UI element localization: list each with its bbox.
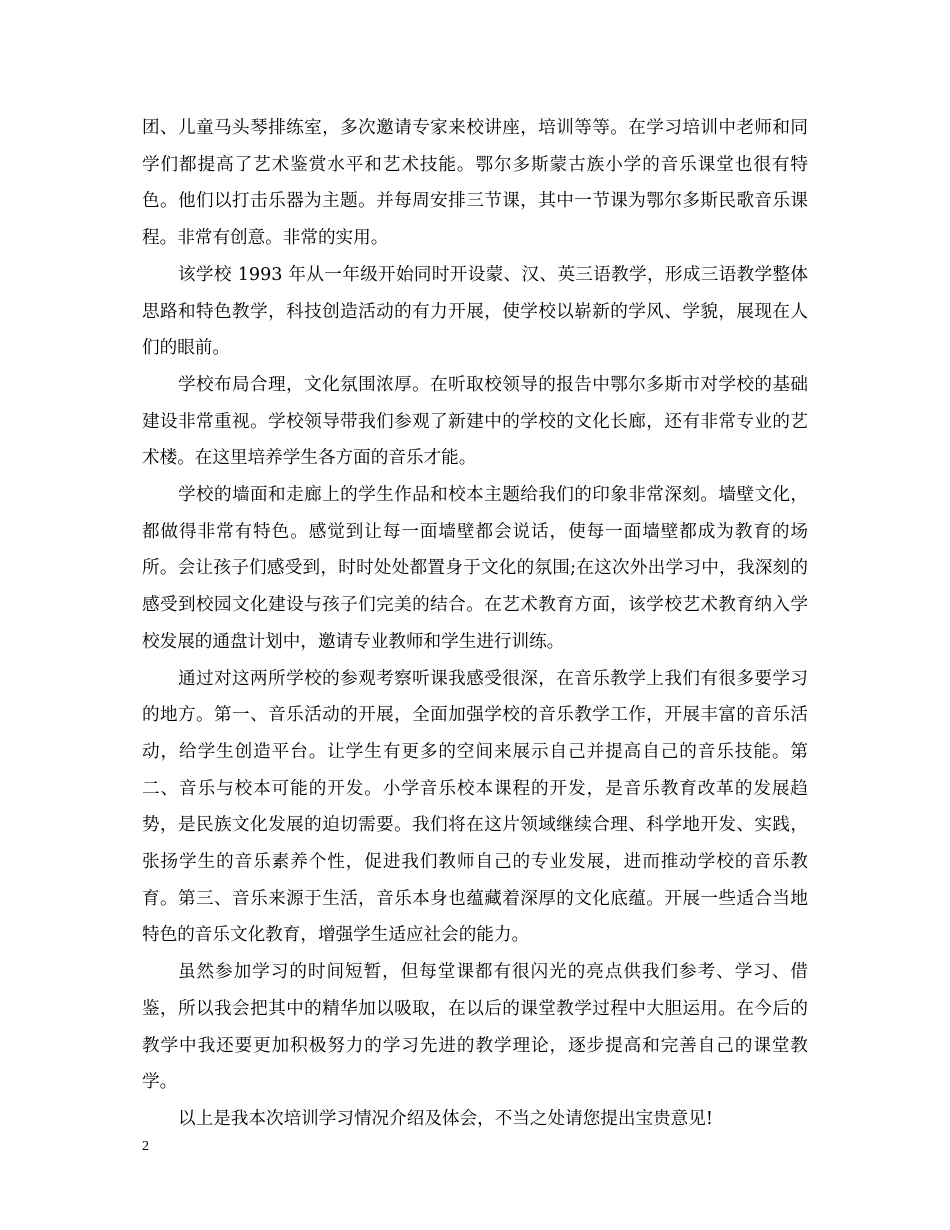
- paragraph-7: 以上是我本次培训学习情况介绍及体会，不当之处请您提出宝贵意见!: [178, 1108, 713, 1129]
- paragraph-3: 学校布局合理，文化氛围浓厚。在听取校领导的报告中鄂尔多斯市对学校的基础建设非常重视。学校领导带我们参观了新建中的学校的文化长廊，还有非常专业的艺术楼。在这里培养学生各方面的音乐才能。: [142, 374, 808, 469]
- paragraph-1: 团、儿童马头琴排练室，多次邀请专家来校讲座，培训等等。在学习培训中老师和同学们都提高了艺术鉴赏水平和艺术技能。鄂尔多斯蒙古族小学的音乐课堂也很有特色。他们以打击乐器为主题。并每周安排三节课，其中一节课为鄂尔多斯民歌音乐课程。非常有创意。非常的实用。: [142, 118, 808, 249]
- page-number: 2: [142, 1139, 149, 1154]
- paragraph-6: 虽然参加学习的时间短暂，但每堂课都有很闪光的亮点供我们参考、学习、借鉴，所以我会把其中的精华加以吸取，在以后的课堂教学过程中大胆运用。在今后的教学中我还要更加积极努力的学习先进的教学理论，逐步提高和完善自己的课堂教学。: [142, 962, 808, 1093]
- document-body: [142, 110, 808, 1138]
- paragraph-4: 学校的墙面和走廊上的学生作品和校本主题给我们的印象非常深刻。墙壁文化，都做得非常有特色。感觉到让每一面墙壁都会说话，使每一面墙壁都成为教育的场所。会让孩子们感受到，时时处处都置身于文化的氛围;在这次外出学习中，我深刻的感受到校园文化建设与孩子们完美的结合。在艺术教育方面，该学校艺术教育纳入学校发展的通盘计划中，邀请专业教师和学生进行训练。: [142, 485, 808, 652]
- paragraph-2: 该学校 1993 年从一年级开始同时开设蒙、汉、英三语教学，形成三语教学整体思路和特色教学，科技创造活动的有力开展，使学校以崭新的学风、学貌，展现在人们的眼前。: [142, 264, 808, 359]
- paragraph-5: 通过对这两所学校的参观考察听课我感受很深，在音乐教学上我们有很多要学习的地方。第一、音乐活动的开展，全面加强学校的音乐教学工作，开展丰富的音乐活动，给学生创造平台。让学生有更多的空间来展示自己并提高自己的音乐技能。第二、音乐与校本可能的开发。小学音乐校本课程的开发，是音乐教育改革的发展趋势，是民族文化发展的迫切需要。我们将在这片领域继续合理、科学地开发、实践，张扬学生的音乐素养个性，促进我们教师自己的专业发展，进而推动学校的音乐教育。第三、音乐来源于生活，音乐本身也蕴藏着深厚的文化底蕴。开展一些适合当地特色的音乐文化教育，增强学生适应社会的能力。: [142, 668, 808, 946]
